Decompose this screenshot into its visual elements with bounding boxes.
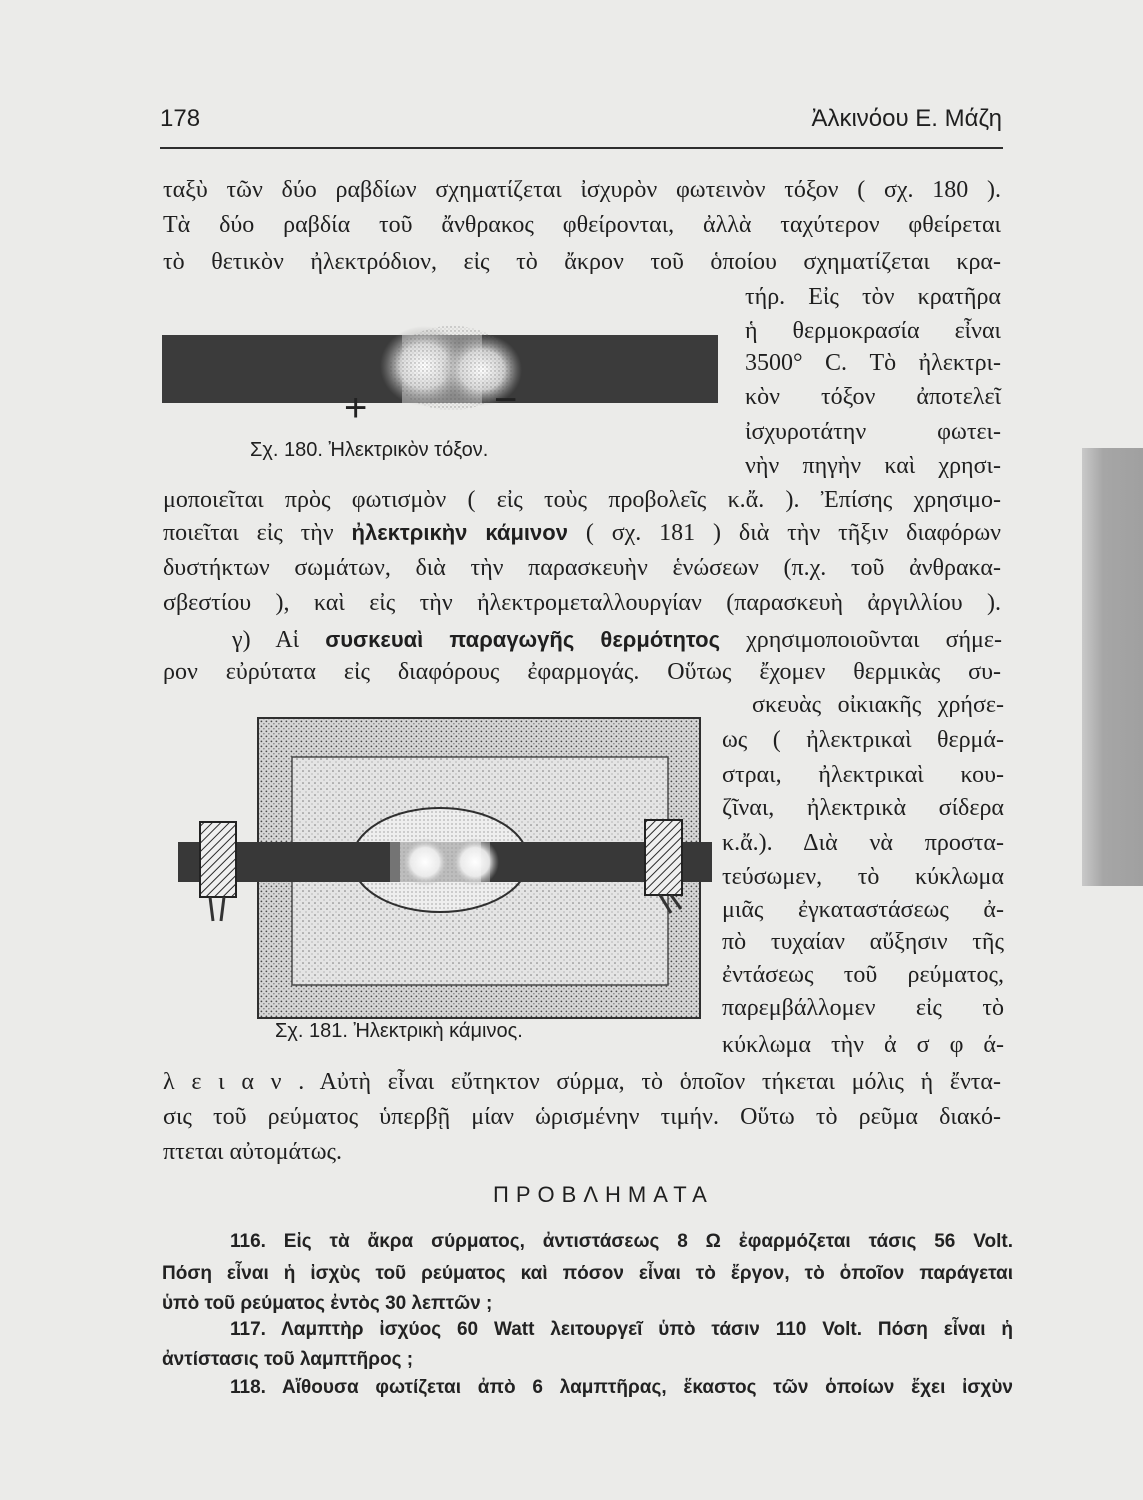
problem-line: 118. Αἴθουσα φωτίζεται ἀπὸ 6 λαμπτῆρας, ἕκαστος τῶν ὁποίων ἔχει ἰσχὺν xyxy=(230,1377,1013,1398)
wire-left xyxy=(210,897,213,921)
clamp-right xyxy=(645,820,682,895)
text-run: ποιεῖται εἰς τὴν xyxy=(163,520,352,546)
arc-spot-left xyxy=(401,838,449,886)
text-line: σκευὰς οἰκιακῆς χρήσε- xyxy=(752,692,1004,718)
text-line: κὸν τόξον ἀποτελεῖ xyxy=(745,384,1001,410)
text-line: στραι, ἠλεκτρικαὶ κου- xyxy=(722,762,1004,788)
problem-line: 116. Εἰς τὰ ἄκρα σύρματος, ἀντιστάσεως 8 Ω ἐφαρμόζεται τάσις 56 Volt. xyxy=(230,1231,1013,1252)
text-line: λ ε ι α ν . Αὐτὴ εἶναι εὔτηκτον σύρμα, τὸ ὁποῖον τήκεται μόλις ἡ ἔντα- xyxy=(163,1069,1001,1095)
figure-181-electric-furnace xyxy=(175,715,715,1025)
wire-left xyxy=(221,897,224,921)
text-line xyxy=(163,518,1001,548)
text-line: παρεμβάλλομεν εἰς τὸ xyxy=(722,995,1004,1021)
minus-sign: − xyxy=(494,378,518,422)
figure-181-caption: Σχ. 181. Ἠλεκτρικὴ κάμινος. xyxy=(275,1020,523,1042)
text-line: τὸ θετικὸν ἠλεκτρόδιον, εἰς τὸ ἄκρον τοῦ ὁποίου σχηματίζεται κρα- xyxy=(163,249,1001,275)
text-line: ἡ θερμοκρασία εἶναι xyxy=(745,318,1001,344)
text-line: πτεται αὐτομάτως. xyxy=(163,1139,343,1165)
figure-180-electric-arc xyxy=(162,318,722,422)
text-run: ( σχ. 181 ) διὰ τὴν τῆξιν διαφόρων xyxy=(567,520,1001,546)
text-line: νὴν πηγὴν καὶ χρησι- xyxy=(745,453,1001,479)
emphasis-term: ἠλεκτρικὴν κάμινον xyxy=(351,520,568,545)
clamp-left xyxy=(200,822,236,897)
header-rule xyxy=(160,147,1003,149)
problem-line: Πόση εἶναι ἡ ἰσχὺς τοῦ ρεύματος καὶ πόσον εἶναι τὸ ἔργον, τὸ ὁποῖον παράγεται xyxy=(162,1263,1013,1284)
text-line: μοποιεῖται πρὸς φωτισμὸν ( εἰς τοὺς προβολεῖς κ.ἄ. ). Ἐπίσης χρησιμο- xyxy=(163,487,1001,513)
text-line: κύκλωμα τὴν ἀ σ φ ά- xyxy=(722,1032,1004,1058)
text-line: σις τοῦ ρεύματος ὑπερβῇ μίαν ὡρισμένην τιμήν. Οὕτω τὸ ρεῦμα διακό- xyxy=(163,1104,1001,1130)
running-head-author: Ἀλκινόου Ε. Μάζη xyxy=(811,105,1002,132)
problem-line: ἀντίστασις τοῦ λαμπτῆρος ; xyxy=(162,1349,414,1370)
text-line: τήρ. Εἰς τὸν κρατῆρα xyxy=(745,284,1001,310)
text-line: ζῖναι, ἠλεκτρικὰ σίδερα xyxy=(722,795,1004,821)
problem-line: ὑπὸ τοῦ ρεύματος ἐντὸς 30 λεπτῶν ; xyxy=(162,1293,493,1314)
arc-spot-right xyxy=(451,838,499,886)
text-line: 3500° C. Τὸ ἠλεκτρι- xyxy=(745,350,1001,376)
carbon-rod-positive xyxy=(162,335,412,403)
text-line: πὸ τυχαίαν αὔξησιν τῆς xyxy=(722,929,1004,955)
problem-line: 117. Λαμπτὴρ ἰσχύος 60 Watt λειτουργεῖ ὑπὸ τάσιν 110 Volt. Πόση εἶναι ἡ xyxy=(230,1319,1013,1340)
text-line: τεύσωμεν, τὸ κύκλωμα xyxy=(722,864,1004,890)
text-line: ἰσχυροτάτην φωτει- xyxy=(745,419,1001,445)
text-line: σβεστίου ), καὶ εἰς τὴν ἠλεκτρομεταλλουργίαν (παρασκευὴ ἀργιλλίου ). xyxy=(163,590,1001,616)
page-edge-shadow xyxy=(1082,448,1143,886)
text-line: δυστήκτων σωμάτων, διὰ τὴν παρασκευὴν ἑνώσεων (π.χ. τοῦ ἀνθρακα- xyxy=(163,555,1001,581)
plus-sign: + xyxy=(344,386,368,430)
text-line: μιᾶς ἐγκαταστάσεως ἀ- xyxy=(722,897,1004,923)
figure-180-caption: Σχ. 180. Ἠλεκτρικὸν τόξον. xyxy=(250,439,489,461)
text-line: ρον εὐρύτατα εἰς διαφόρους ἐφαρμογάς. Οὕτως ἔχομεν θερμικὰς συ- xyxy=(163,659,1001,685)
page-number: 178 xyxy=(160,105,201,132)
problems-heading: ΠΡΟΒΛΗΜΑΤΑ xyxy=(493,1182,714,1207)
text-line: Τὰ δύο ραβδία τοῦ ἄνθρακος φθείρονται, ἀλλὰ ταχύτερον φθείρεται xyxy=(163,212,1001,238)
text-line: ἐντάσεως τοῦ ρεύματος, xyxy=(722,962,1004,988)
text-run: χρησιμοποιοῦνται σήμε- xyxy=(720,627,1002,653)
emphasis-term: συσκευαὶ παραγωγῆς θερμότητος xyxy=(325,627,721,652)
text-line: κ.ἄ.). Διὰ νὰ προστα- xyxy=(722,830,1004,856)
text-line: ταξὺ τῶν δύο ραβδίων σχηματίζεται ἰσχυρὸν φωτεινὸν τόξον ( σχ. 180 ). xyxy=(163,177,1001,203)
text-line xyxy=(232,625,1002,655)
text-line: ως ( ἠλεκτρικαὶ θερμά- xyxy=(722,727,1004,753)
text-run: γ) Αἱ xyxy=(232,627,326,653)
